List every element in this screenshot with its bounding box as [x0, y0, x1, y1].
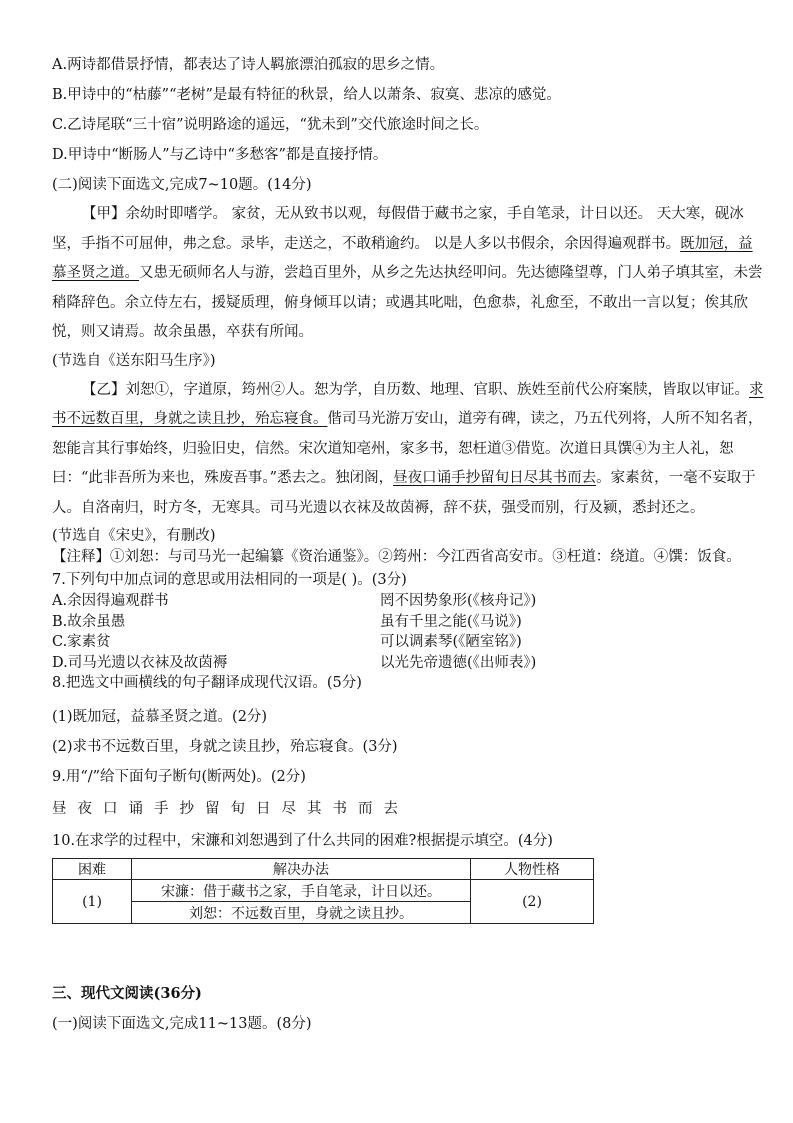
- header-character: 人物性格: [471, 859, 594, 880]
- q7-row-a: A.余因得遍观群书 罔不因势象形(《核舟记》): [52, 593, 537, 609]
- q7-stem: 7.下列句中加点词的意思或用法相同的一项是( )。(3分): [52, 572, 407, 588]
- section3-title: 三、现代文阅读(36分): [52, 985, 202, 1002]
- header-difficulty: 困难: [53, 859, 132, 880]
- part3-1-heading: (一)阅读下面选文,完成11~13题。(8分): [52, 1016, 312, 1032]
- q9-sentence: 昼夜口诵手抄留旬日尽其书而去: [52, 801, 409, 817]
- song-solution: 宋濂：借于藏书之家，手自笔录，计日以还。: [132, 880, 471, 902]
- q8-sentence-2: (2)求书不远数百里，身就之读且抄，殆忘寝食。(3分): [52, 739, 398, 755]
- q9-stem: 9.用“/”给下面句子断句(断两处)。(2分): [52, 769, 306, 785]
- q10-table-header: [53, 859, 594, 880]
- jia-text-2: 又患无硕师名人与游，尝趋百里外，从乡之先达执经叩问。先达德隆望尊，门人弟子填其室，未尝稍降辞色。余立侍左右，援疑质理，俯身倾耳以请；或遇其叱咄，色愈恭，礼愈至，不敢出一言以复；俟其欣悦，则又请焉。故余虽愚，卒获有所闻。: [52, 265, 763, 340]
- q7-row-d: D.司马光遗以衣袜及故茵褥 以光先帝遗德(《出师表》): [52, 654, 537, 671]
- yi-underlined-sentence-2: 昼夜口诵手抄留旬日尽其书而去: [393, 470, 597, 486]
- yi-underlined-sentence-1: 求书不远数百里，身就之读且抄，殆忘寝食。: [52, 381, 764, 427]
- exam-page: [52, 50, 764, 1039]
- yi-text-3: 。家素贫，一毫不妄取于人。自洛南归，时方冬，无寒具。司马光遗以衣袜及故茵褥，辞不获，强受而别，行及颍，悉封还之。: [52, 470, 756, 516]
- yi-notes: 【注释】①刘恕：与司马光一起编纂《资治通鉴》。②筠州：今江西省高安市。③枉道：绕道。④馔：饭食。: [52, 549, 741, 565]
- part2-heading: (二)阅读下面选文,完成7~10题。(14分): [52, 177, 312, 193]
- option-b: B.甲诗中的“枯藤”“老树”是最有特征的秋景，给人以萧条、寂寞、悲凉的感觉。: [52, 87, 561, 103]
- yi-text-1: 【乙】刘恕①，字道原，筠州②人。恕为学，自历数、地理、官职、族姓至前代公府案牍，皆取以审证。: [82, 381, 749, 398]
- liu-solution: 刘恕：不远数百里，身就之读且抄。: [132, 902, 471, 924]
- jia-underlined-sentence: 既加冠，益慕圣贤之道。: [52, 235, 753, 281]
- passage-jia: [52, 200, 764, 348]
- q8-stem: 8.把选文中画横线的句子翻译成现代汉语。(5分): [52, 675, 362, 691]
- passage-yi: [52, 376, 764, 524]
- header-solution: 解决办法: [132, 859, 471, 880]
- option-c: C.乙诗尾联“三十宿”说明路途的遥远，“犹未到”交代旅途时间之长。: [52, 117, 489, 133]
- q10-table: [52, 858, 594, 924]
- q7-row-b: B.故余虽愚 虽有千里之能(《马说》): [52, 613, 522, 630]
- yi-source: (节选自《宋史》，有删改): [52, 528, 216, 544]
- jia-source: (节选自《送东阳马生序》): [52, 352, 216, 369]
- q8-sentence-1: (1)既加冠，益慕圣贤之道。(2分): [52, 709, 268, 725]
- yi-text-2: 偕司马光游万安山，道旁有碑，读之，乃五代列将，人所不知名者，恕能言其行事始终，归验旧史，信然。宋次道知亳州，家多书，恕枉道③借览。次道日具馔④为主人礼，恕曰：“此非吾所为来也，殊废吾事。”悉去之。独闭阁，: [52, 411, 763, 486]
- q10-table-row: [53, 880, 594, 902]
- option-d: D.甲诗中“断肠人”与乙诗中“多愁客”都是直接抒情。: [52, 147, 388, 163]
- blank-1: (1): [53, 880, 132, 924]
- blank-2: (2): [471, 880, 594, 924]
- q10-stem: 10.在求学的过程中，宋濂和刘恕遇到了什么共同的困难?根据提示填空。(4分): [52, 833, 553, 849]
- option-a: A.两诗都借景抒情，都表达了诗人羁旅漂泊孤寂的思乡之情。: [52, 57, 445, 73]
- q7-row-c: C.家素贫 可以调素琴(《陋室铭》): [52, 634, 522, 650]
- jia-text-1: 【甲】余幼时即嗜学。 家贫，无从致书以观，每假借于藏书之家，手自笔录，计日以还。 天大寒，砚冰坚，手指不可屈伸，弗之怠。录毕，走送之，不敢稍逾约。 以是人多以书假余，余因得遍观群书。: [52, 206, 744, 252]
